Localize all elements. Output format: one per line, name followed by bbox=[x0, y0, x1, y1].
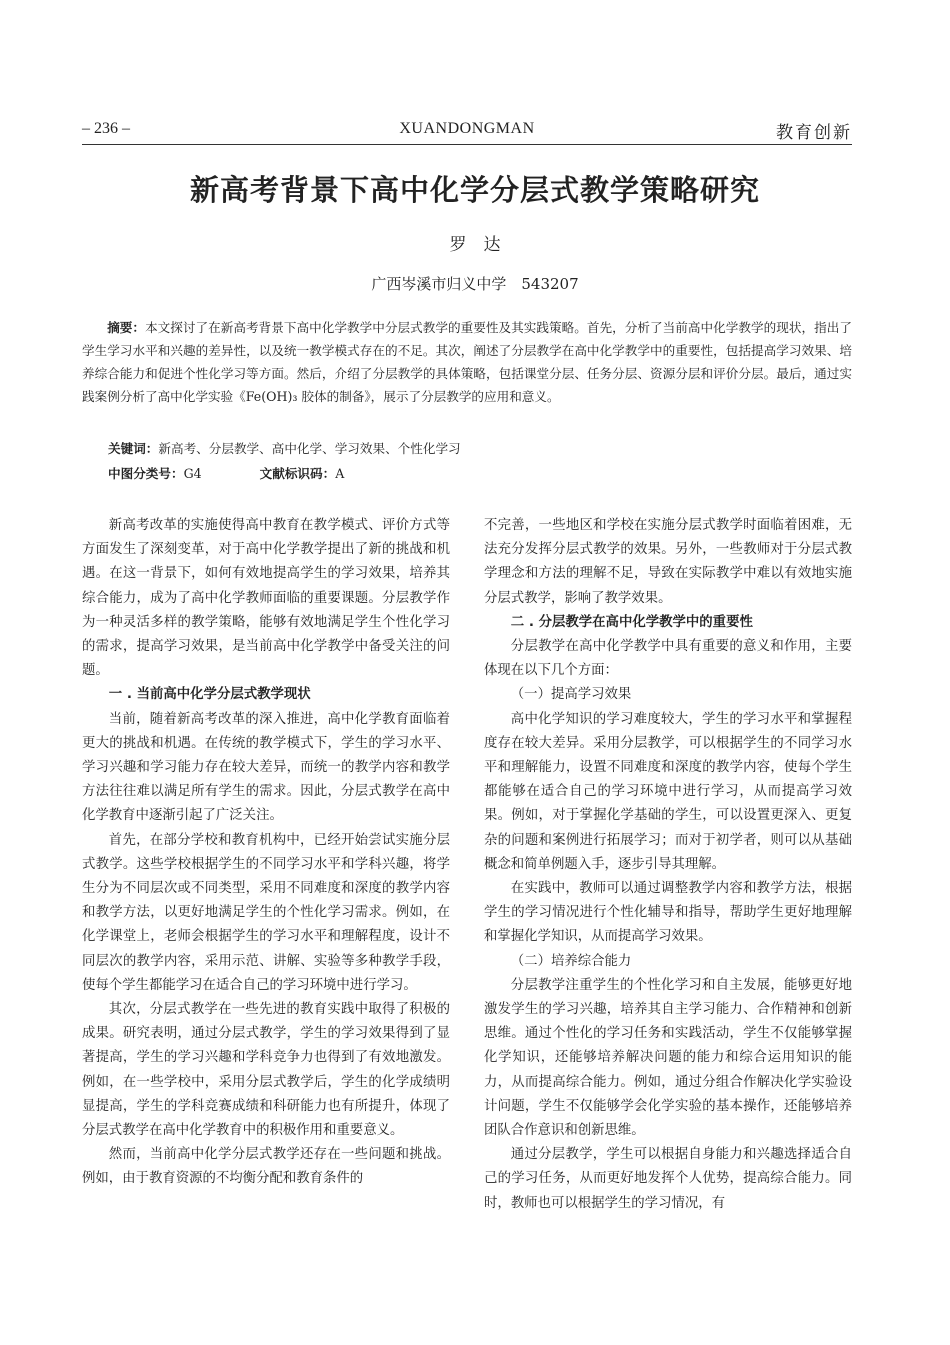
clc-value: G4 bbox=[183, 466, 202, 481]
page-number: – 236 – bbox=[82, 120, 130, 137]
abstract-label: 摘要： bbox=[107, 320, 146, 335]
paragraph: 通过分层教学，学生可以根据自身能力和兴趣选择适合自己的学习任务，从而更好地发挥个人优势，提高综合能力。同时，教师也可以根据学生的学习情况，有 bbox=[484, 1147, 852, 1211]
abstract bbox=[82, 316, 852, 408]
section-heading: 一 . 当前高中化学分层式教学现状 bbox=[108, 687, 311, 703]
section-name: 教育创新 bbox=[776, 123, 852, 143]
abstract-text: 本文探讨了在新高考背景下高中化学教学中分层式教学的重要性及其实践策略。首先，分析了当前高中化学教学的现状，指出了学生学习水平和兴趣的差异性，以及统一教学模式存在的不足。其次，阐述了分层教学在高中化学教学中的重要性，包括提高学习效果、培养综合能力和促进个性化学习等方面。然后，介绍了分层教学的具体策略，包括课堂分层、任务分层、资源分层和评价分层。最后，通过实践案例分析了高中化学实验《Fe(OH)₃ 胶体的制备》，展示了分层教学的应用和意义。 bbox=[82, 320, 853, 404]
paragraph: 新高考改革的实施使得高中教育在教学模式、评价方式等方面发生了深刻变革，对于高中化学教学提出了新的挑战和机遇。在这一背景下，如何有效地提高学生的学习效果，培养其综合能力，成为了高中化学教师面临的重要课题。分层教学作为一种灵活多样的教学策略，能够有效地满足学生个性化学习的需求，提高学习效果，是当前高中化学教学中备受关注的问题。 bbox=[82, 518, 450, 679]
article-title: 新高考背景下高中化学分层式教学策略研究 bbox=[189, 173, 760, 207]
author-name: 罗 达 bbox=[449, 235, 501, 255]
clc-label: 中图分类号： bbox=[108, 466, 184, 481]
doc-code-value: A bbox=[335, 466, 345, 481]
paragraph: 分层教学在高中化学教学中具有重要的意义和作用，主要体现在以下几个方面： bbox=[484, 639, 852, 679]
paragraph: 在实践中，教师可以通过调整教学内容和教学方法，根据学生的学习情况进行个性化辅导和指导，帮助学生更好地理解和掌握化学知识，从而提高学习效果。 bbox=[484, 881, 852, 945]
running-header bbox=[82, 118, 852, 145]
journal-name: XUANDONGMAN bbox=[399, 120, 535, 137]
body-column-right bbox=[484, 514, 852, 1216]
keywords bbox=[108, 438, 852, 460]
subsection-heading: （二）培养综合能力 bbox=[510, 953, 632, 969]
paragraph: 分层教学注重学生的个性化学习和自主发展，能够更好地激发学生的学习兴趣，培养其自主学习能力、合作精神和创新思维。通过个性化的学习任务和实践活动，学生不仅能够掌握化学知识，还能够培养解决问题的能力和综合运用知识的能力，从而提高综合能力。例如，通过分组合作解决化学实验设计问题，学生不仅能够学会化学实验的基本操作，还能够培养团队合作意识和创新思维。 bbox=[484, 977, 852, 1139]
keywords-label: 关键词： bbox=[108, 441, 159, 456]
section-heading: 二 . 分层教学在高中化学教学中的重要性 bbox=[510, 614, 753, 630]
classification-row bbox=[108, 463, 852, 485]
paragraph: 然而，当前高中化学分层式教学还存在一些问题和挑战。例如，由于教育资源的不均衡分配和教育条件的 bbox=[82, 1147, 450, 1187]
body-column-left bbox=[82, 514, 450, 1192]
paragraph: 不完善，一些地区和学校在实施分层式教学时面临着困难，无法充分发挥分层式教学的效果。另外，一些教师对于分层式教学理念和方法的理解不足，导致在实际教学中难以有效地实施分层式教学，影响了教学效果。 bbox=[484, 518, 852, 606]
paragraph: 高中化学知识的学习难度较大，学生的学习水平和掌握程度存在较大差异。采用分层教学，可以根据学生的不同学习水平和理解能力，设置不同难度和深度的教学内容，使每个学生都能够在适合自己的学习环境中进行学习，从而提高学习效果。例如，对于掌握化学基础的学生，可以设置更深入、更复杂的问题和案例进行拓展学习；而对于初学者，则可以从基础概念和简单例题入手，逐步引导其理解。 bbox=[484, 711, 852, 872]
paragraph: 首先，在部分学校和教育机构中，已经开始尝试实施分层式教学。这些学校根据学生的不同学习水平和学科兴趣，将学生分为不同层次或不同类型，采用不同难度和深度的教学内容和教学方法，以更好地满足学生的个性化学习需求。例如，在化学课堂上，老师会根据学生的学习水平和理解程度，设计不同层次的教学内容，采用示范、讲解、实验等多种教学手段，使每个学生都能学习在适合自己的学习环境中进行学习。 bbox=[82, 832, 450, 993]
doc-code-label: 文献标识码： bbox=[259, 466, 336, 481]
paragraph: 其次，分层式教学在一些先进的教育实践中取得了积极的成果。研究表明，通过分层式教学，学生的学习效果得到了显著提高，学生的学习兴趣和学科竞争力也得到了有效地激发。例如，在一些学校中，采用分层式教学后，学生的化学成绩明显提高，学生的学科竞赛成绩和科研能力也有所提升，体现了分层式教学在高中化学教育中的积极作用和重要意义。 bbox=[82, 1002, 450, 1139]
keywords-text: 新高考、分层教学、高中化学、学习效果、个性化学习 bbox=[158, 441, 461, 456]
subsection-heading: （一）提高学习效果 bbox=[510, 687, 632, 703]
paragraph: 当前，随着新高考改革的深入推进，高中化学教育面临着更大的挑战和机遇。在传统的教学模式下，学生的学习水平、学习兴趣和学习能力存在较大差异，而统一的教学内容和教学方法往往难以满足所有学生的需求。因此，分层式教学在高中化学教育中逐渐引起了广泛关注。 bbox=[82, 711, 450, 824]
author-affiliation: 广西岑溪市归义中学 543207 bbox=[371, 275, 579, 293]
